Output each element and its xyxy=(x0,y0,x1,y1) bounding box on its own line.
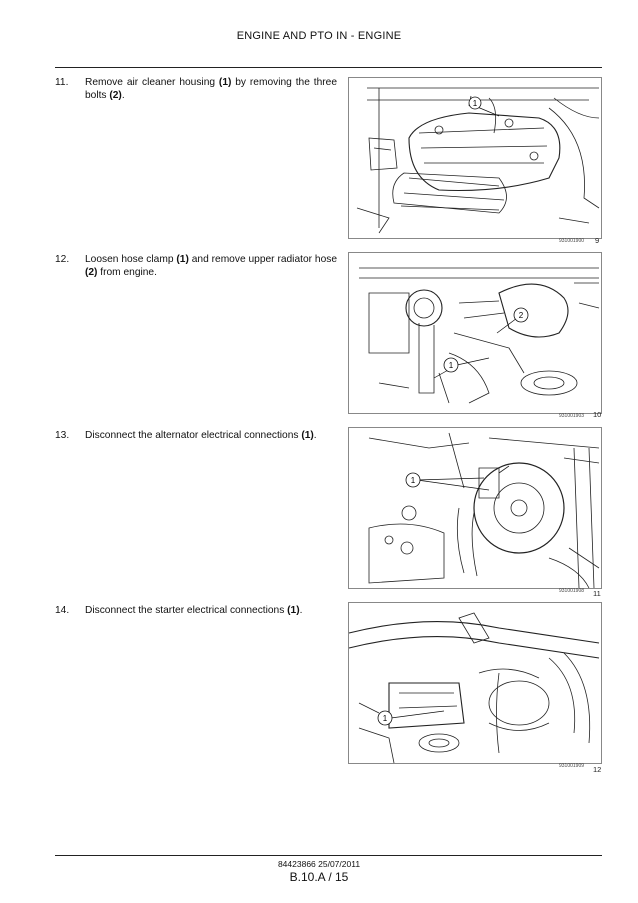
figure-number: 10 xyxy=(593,410,602,419)
figure-10-illustration xyxy=(349,253,603,415)
figure-12-illustration xyxy=(349,603,603,765)
figure-number: 9 xyxy=(595,236,600,245)
callout-label: 1 xyxy=(382,714,388,723)
step-number: 11. xyxy=(55,77,69,88)
step-text: Remove air cleaner housing (1) by removing the three bolts (2). xyxy=(85,77,337,101)
footer-page-number: B.10.A / 15 xyxy=(289,870,349,884)
figure-number: 12 xyxy=(593,765,602,774)
step-number: 12. xyxy=(55,254,70,265)
step-text: Disconnect the starter electrical connections (1). xyxy=(85,605,303,616)
step-text: Disconnect the alternator electrical connections (1). xyxy=(85,430,317,441)
figure-9 xyxy=(348,77,602,244)
figure-10 xyxy=(348,252,602,419)
figure-code: 931001908 xyxy=(559,588,585,594)
figure-code: 931001909 xyxy=(559,763,585,769)
callout-label: 2 xyxy=(518,311,524,320)
header-rule xyxy=(55,67,602,68)
step-text: Loosen hose clamp (1) and remove upper radiator hose (2) from engine. xyxy=(85,254,337,278)
callout-label: 1 xyxy=(410,476,416,485)
figure-12 xyxy=(348,602,602,769)
figure-number: 11 xyxy=(593,589,601,598)
step-number: 13. xyxy=(55,430,70,441)
footer-rule xyxy=(55,855,602,856)
figure-code: 931001903 xyxy=(559,413,585,419)
page-header-title: ENGINE AND PTO IN - ENGINE xyxy=(236,30,402,42)
figure-11-illustration xyxy=(349,428,603,590)
footer-document-code: 84423866 25/07/2011 xyxy=(277,859,361,869)
callout-label: 1 xyxy=(472,99,478,108)
figure-code: 931001900 xyxy=(559,238,585,244)
callout-label: 1 xyxy=(448,361,454,370)
step-number: 14. xyxy=(55,605,70,616)
figure-9-illustration xyxy=(349,78,603,240)
